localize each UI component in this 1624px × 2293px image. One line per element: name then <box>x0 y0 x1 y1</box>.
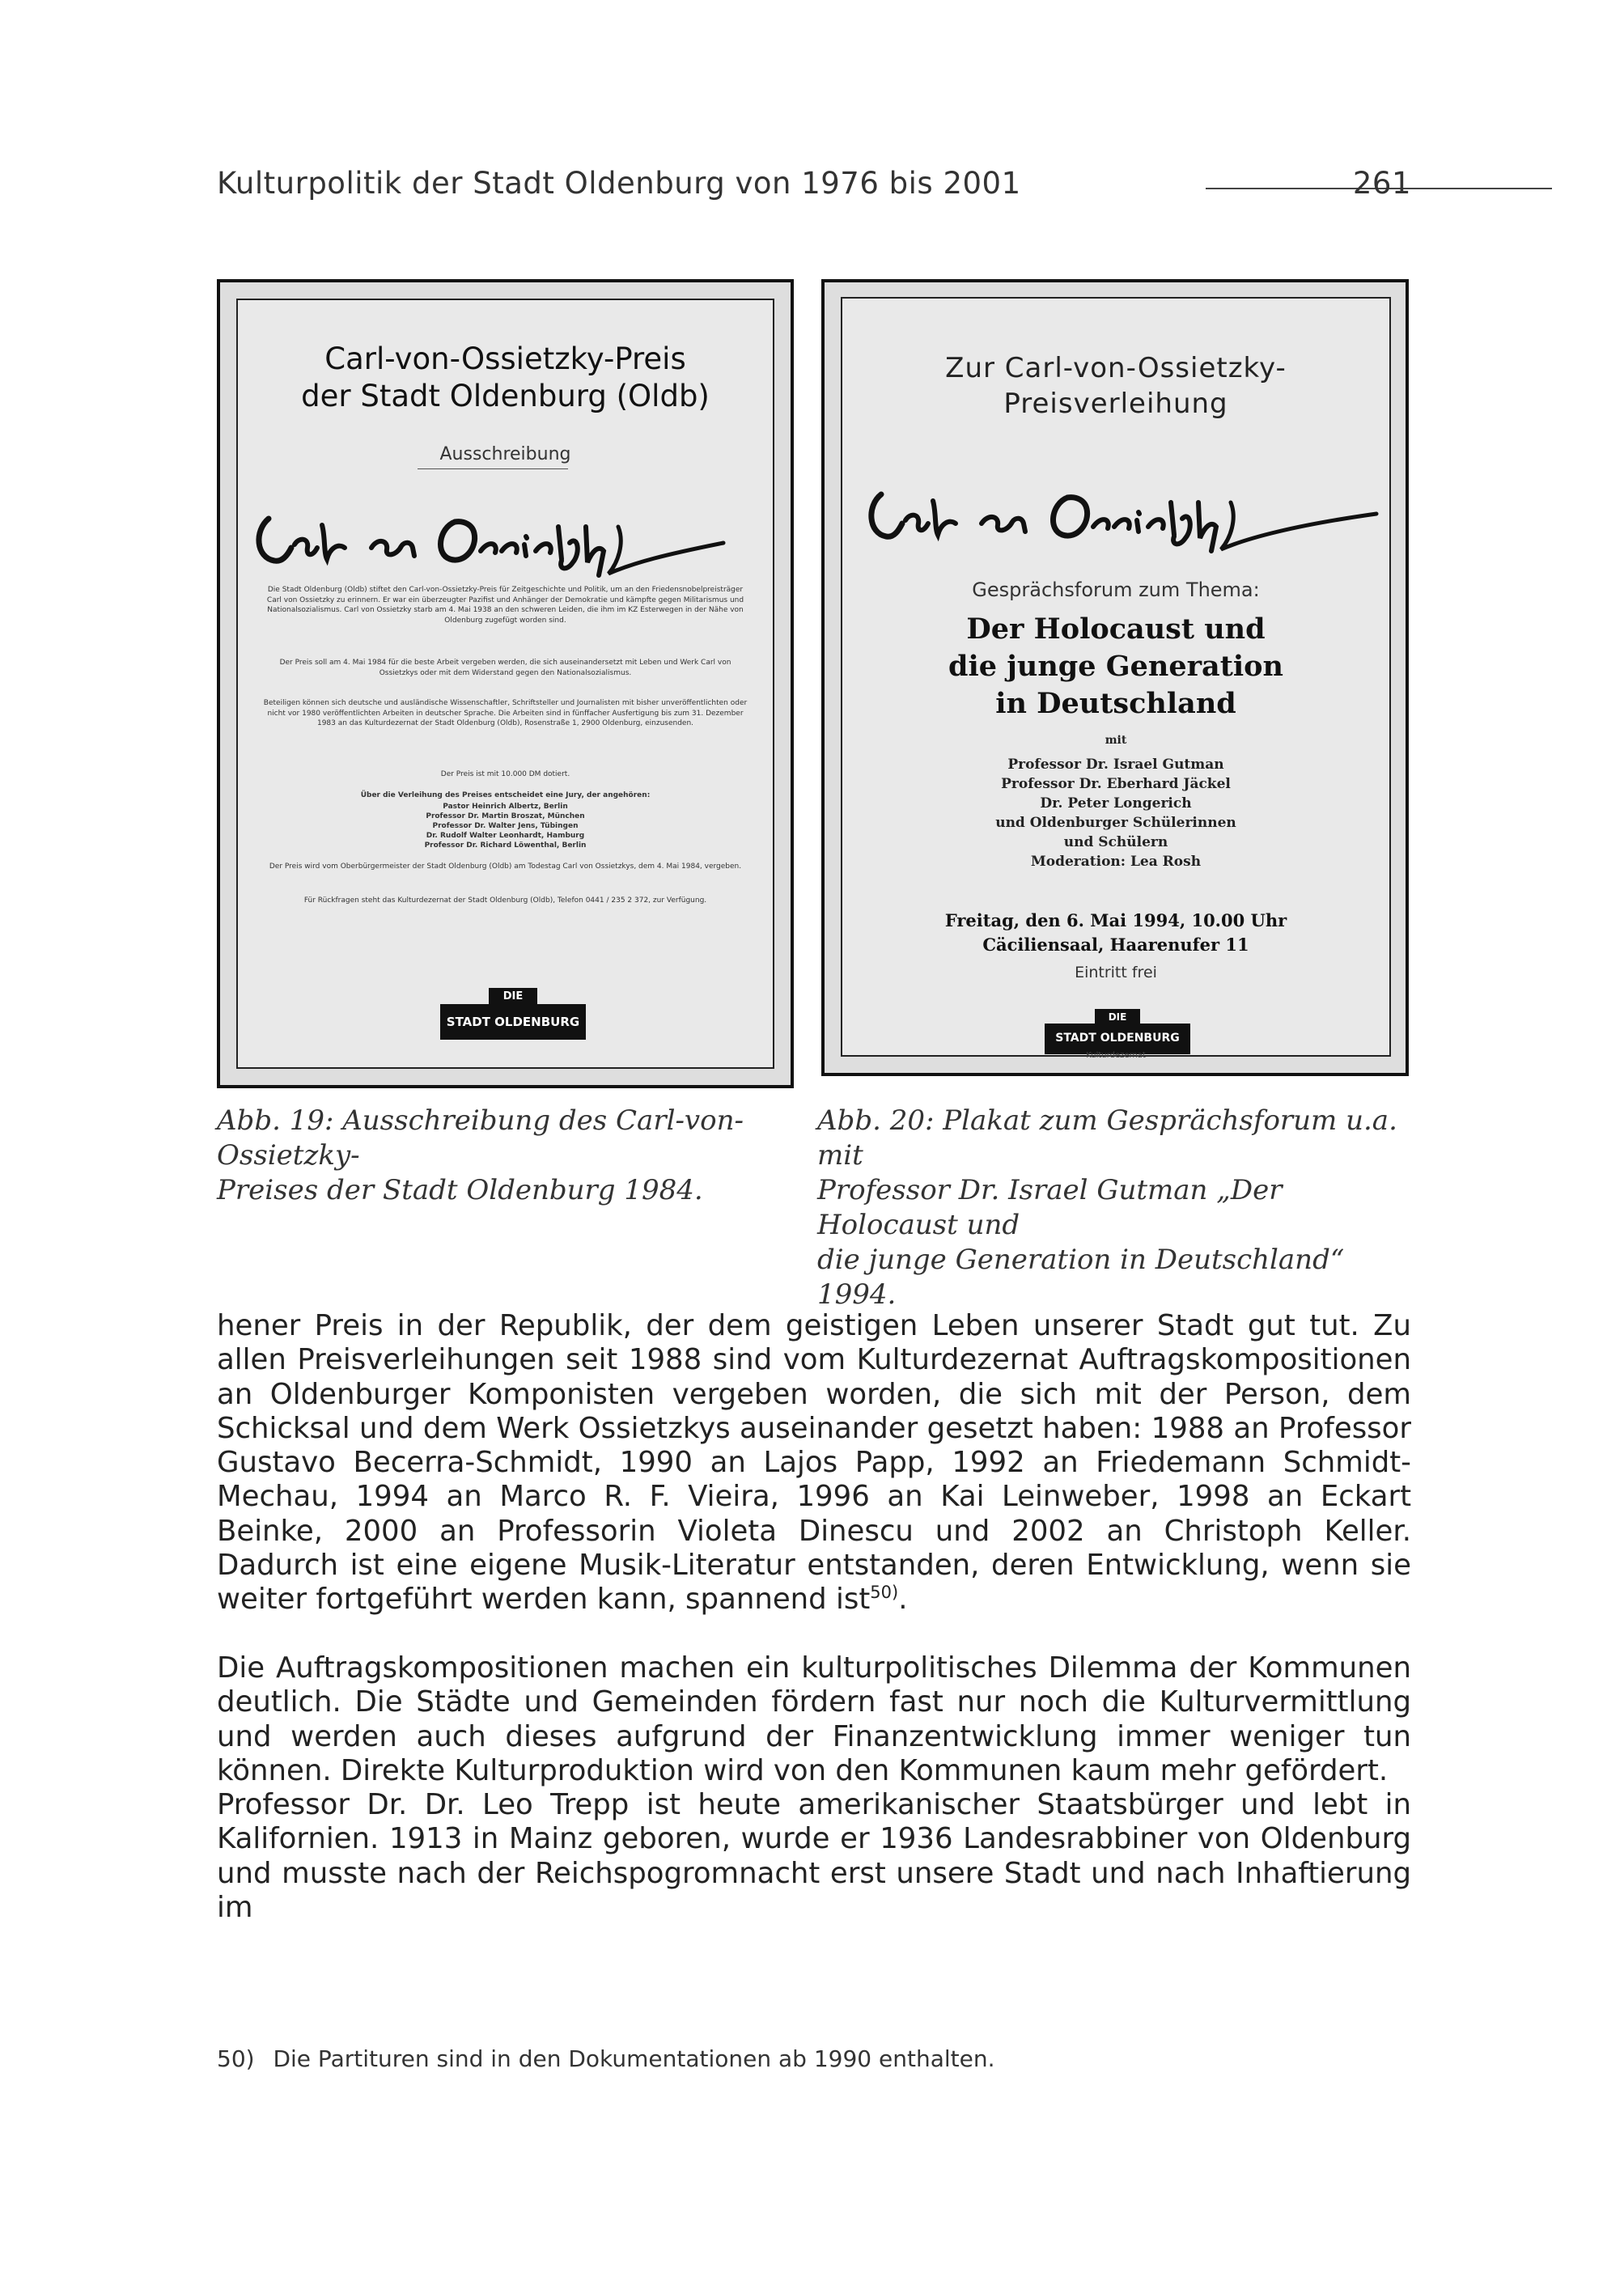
poster-left-text-block5: Der Preis wird vom Oberbürgermeister der Stadt Oldenburg (Oldb) am Todestag Carl von Ossietzkys, dem 4. Mai 1984, vergeben. <box>269 863 742 871</box>
poster-left-text-block2: Der Preis soll am 4. Mai 1984 für die beste Arbeit vergeben werden, die sich auseinandersetzt mit Leben und Werk Carl von Ossietzkys oder mit dem Widerstand gegen den Nationalsozialismus. <box>279 659 731 677</box>
body-paragraph-1-end: . <box>898 1583 908 1617</box>
poster-right-participant: Professor Dr. Israel Gutman <box>1007 757 1224 773</box>
poster-right-admission: Eintritt frei <box>1075 964 1157 981</box>
poster-right-participant: Dr. Peter Longerich <box>1040 795 1192 812</box>
body-paragraph-1-text: hener Preis in der Republik, der dem geistigen Leben unserer Stadt gut tut. Zu allen Preisverleihungen seit 1988 sind vom Kulturdezernat Auftragskompositionen an Oldenburger Komponisten vergeben worden, die sich mit der Person, dem Schicksal und dem Werk Ossietzkys auseinander gesetzt haben: 1988 an Professor Gustavo Becerra-Schmidt, 1990 an Lajos Papp, 1992 an Friedemann Schmidt-Mechau, 1994 an Marco R. F. Vieira, 1996 an Kai Leinweber, 1998 an Eckart Beinke, 2000 an Professorin Violeta Dinescu und 2002 an Christoph Keller. Dadurch ist eine eigene Musik-Literatur entstanden, deren Entwicklung, wenn sie weiter fortgeführt werden kann, spannend ist <box>217 1309 1411 1617</box>
body-paragraph-1 <box>217 1309 1411 1617</box>
poster-left-text-block1: Die Stadt Oldenburg (Oldb) stiftet den Carl-von-Ossietzky-Preis für Zeitgeschichte und Politik, um an den Friedensnobelpreisträger Carl von Ossietzky zu erinnern. Er war ein überzeugter Pazifist und Anhänger der Demokratie und kämpfte gegen Militarismus und Nationalsozialismus. Carl von Ossietzky starb am 4. Mai 1938 an den schweren Leiden, die ihm im KZ Esterwegen in der Nähe von Oldenburg zugefügt worden sind. <box>266 586 744 625</box>
caption-abb-19 <box>217 1104 816 1208</box>
poster-left-title-line2: der Stadt Oldenburg (Oldb) <box>301 379 710 413</box>
poster-right-theme-line3: in Deutschland <box>995 687 1236 720</box>
poster-right-date: Freitag, den 6. Mai 1994, 10.00 Uhr <box>944 910 1287 930</box>
poster-right-participant: und Oldenburger Schülerinnen <box>995 815 1236 831</box>
signature-image-left <box>238 494 779 579</box>
logo-stadt-oldenburg: STADT OLDENBURG <box>446 1015 580 1029</box>
footnote <box>217 2045 1411 2072</box>
poster-left-jury-member: Pastor Heinrich Albertz, Berlin <box>443 803 568 811</box>
poster-right-participant: und Schülern <box>1063 834 1168 850</box>
caption-abb-20-line1: Abb. 20: Plakat zum Gesprächsforum u.a. mit <box>817 1104 1397 1172</box>
poster-left-text-block4: Der Preis ist mit 10.000 DM dotiert. <box>440 770 570 778</box>
page-number: 261 <box>1352 166 1411 201</box>
poster-right-moderation: Moderation: Lea Rosh <box>1030 854 1202 870</box>
stadt-oldenburg-logo-left <box>440 990 586 1040</box>
running-head-title: Kulturpolitik der Stadt Oldenburg von 1976 bis 2001 <box>217 166 1021 201</box>
poster-gespraechsforum-holocaust <box>821 279 1409 1076</box>
poster-ossietzky-preis-ausschreibung <box>217 279 794 1088</box>
caption-abb-20-line3: die junge Generation in Deutschland“ 1994. <box>817 1244 1345 1311</box>
poster-left-jury-member: Professor Dr. Walter Jens, Tübingen <box>432 822 579 830</box>
footnote-ref-50[interactable]: 50) <box>870 1583 899 1603</box>
caption-abb-20 <box>817 1104 1411 1312</box>
poster-left-text-block3: Beteiligen können sich deutsche und ausländische Wissenschaftler, Schriftsteller und Journalisten mit bisher unveröffentlichten oder nicht vor 1980 veröffentlichten Arbeiten in deutscher Sprache. Die Arbeiten sind in fünffacher Ausfertigung bis zum 31. Dezember 1983 an das Kulturdezernat der Stadt Oldenburg (Oldb), Rosenstraße 1, 2900 Oldenburg, einzusenden. <box>263 699 748 727</box>
poster-right-title-line2: Preisverleihung <box>1003 388 1228 420</box>
poster-right-mit: mit <box>1105 734 1127 747</box>
poster-left-subtitle-rule <box>418 468 568 469</box>
poster-left-jury-member: Professor Dr. Martin Broszat, München <box>426 812 585 820</box>
poster-left-jury-member: Dr. Rudolf Walter Leonhardt, Hamburg <box>426 832 585 840</box>
poster-right-footer: Kulturdezernat <box>1086 1051 1146 1060</box>
logo-die: DIE <box>1095 1009 1140 1025</box>
caption-abb-19-line1: Abb. 19: Ausschreibung des Carl-von-Ossietzky- <box>217 1104 744 1172</box>
poster-left-frame <box>236 299 774 1069</box>
caption-abb-19-line2: Preises der Stadt Oldenburg 1984. <box>217 1174 703 1206</box>
poster-right-frame <box>841 297 1391 1060</box>
poster-right-theme-line1: Der Holocaust und <box>966 612 1266 646</box>
footnote-number: 50) <box>217 2045 255 2072</box>
poster-left-jury-heading: Über die Verleihung des Preises entscheidet eine Jury, der angehören: <box>360 791 651 799</box>
stadt-oldenburg-logo-right <box>1045 1011 1190 1054</box>
poster-right-theme-line2: die junge Generation <box>948 650 1283 683</box>
body-paragraph-2: Die Auftragskompositionen machen ein kulturpolitisches Dilemma der Kommunen deutlich. Die Städte und Gemeinden fördern fast nur noch die Kulturvermittlung und werden auch dieses aufgrund der Finanzentwicklung immer weniger tun können. Direkte Kulturproduktion wird von den Kommunen kaum mehr gefördert. <box>217 1651 1411 1787</box>
poster-left-subtitle: Ausschreibung <box>439 444 571 464</box>
poster-left-title-line1: Carl-von-Ossietzky-Preis <box>324 341 686 376</box>
running-head <box>217 166 1411 214</box>
poster-right-title-line1: Zur Carl-von-Ossietzky- <box>945 352 1287 384</box>
footnote-text: Die Partituren sind in den Dokumentationen ab 1990 enthalten. <box>273 2045 995 2072</box>
poster-right-venue: Cäciliensaal, Haarenufer 11 <box>982 935 1249 955</box>
logo-stadt-oldenburg: STADT OLDENBURG <box>1055 1032 1180 1045</box>
poster-left-jury-member: Professor Dr. Richard Löwenthal, Berlin <box>424 841 587 850</box>
poster-right-forum: Gesprächsforum zum Thema: <box>972 579 1260 601</box>
poster-left-text-block6: Für Rückfragen steht das Kulturdezernat der Stadt Oldenburg (Oldb), Telefon 0441 / 235 2 372, zur Verfügung. <box>303 896 707 905</box>
poster-right-participant: Professor Dr. Eberhard Jäckel <box>1001 776 1231 792</box>
caption-abb-20-line2: Professor Dr. Israel Gutman „Der Holocaust und <box>817 1174 1283 1241</box>
body-paragraph-3: Professor Dr. Dr. Leo Trepp ist heute amerikanischer Staatsbürger und lebt in Kalifornien. 1913 in Mainz geboren, wurde er 1936 Landesrabbiner von Oldenburg und musste nach der Reichspogromnacht erst unsere Stadt und nach Inhaftierung im <box>217 1788 1411 1924</box>
logo-die: DIE <box>489 988 537 1006</box>
signature-image-right <box>842 468 1399 557</box>
